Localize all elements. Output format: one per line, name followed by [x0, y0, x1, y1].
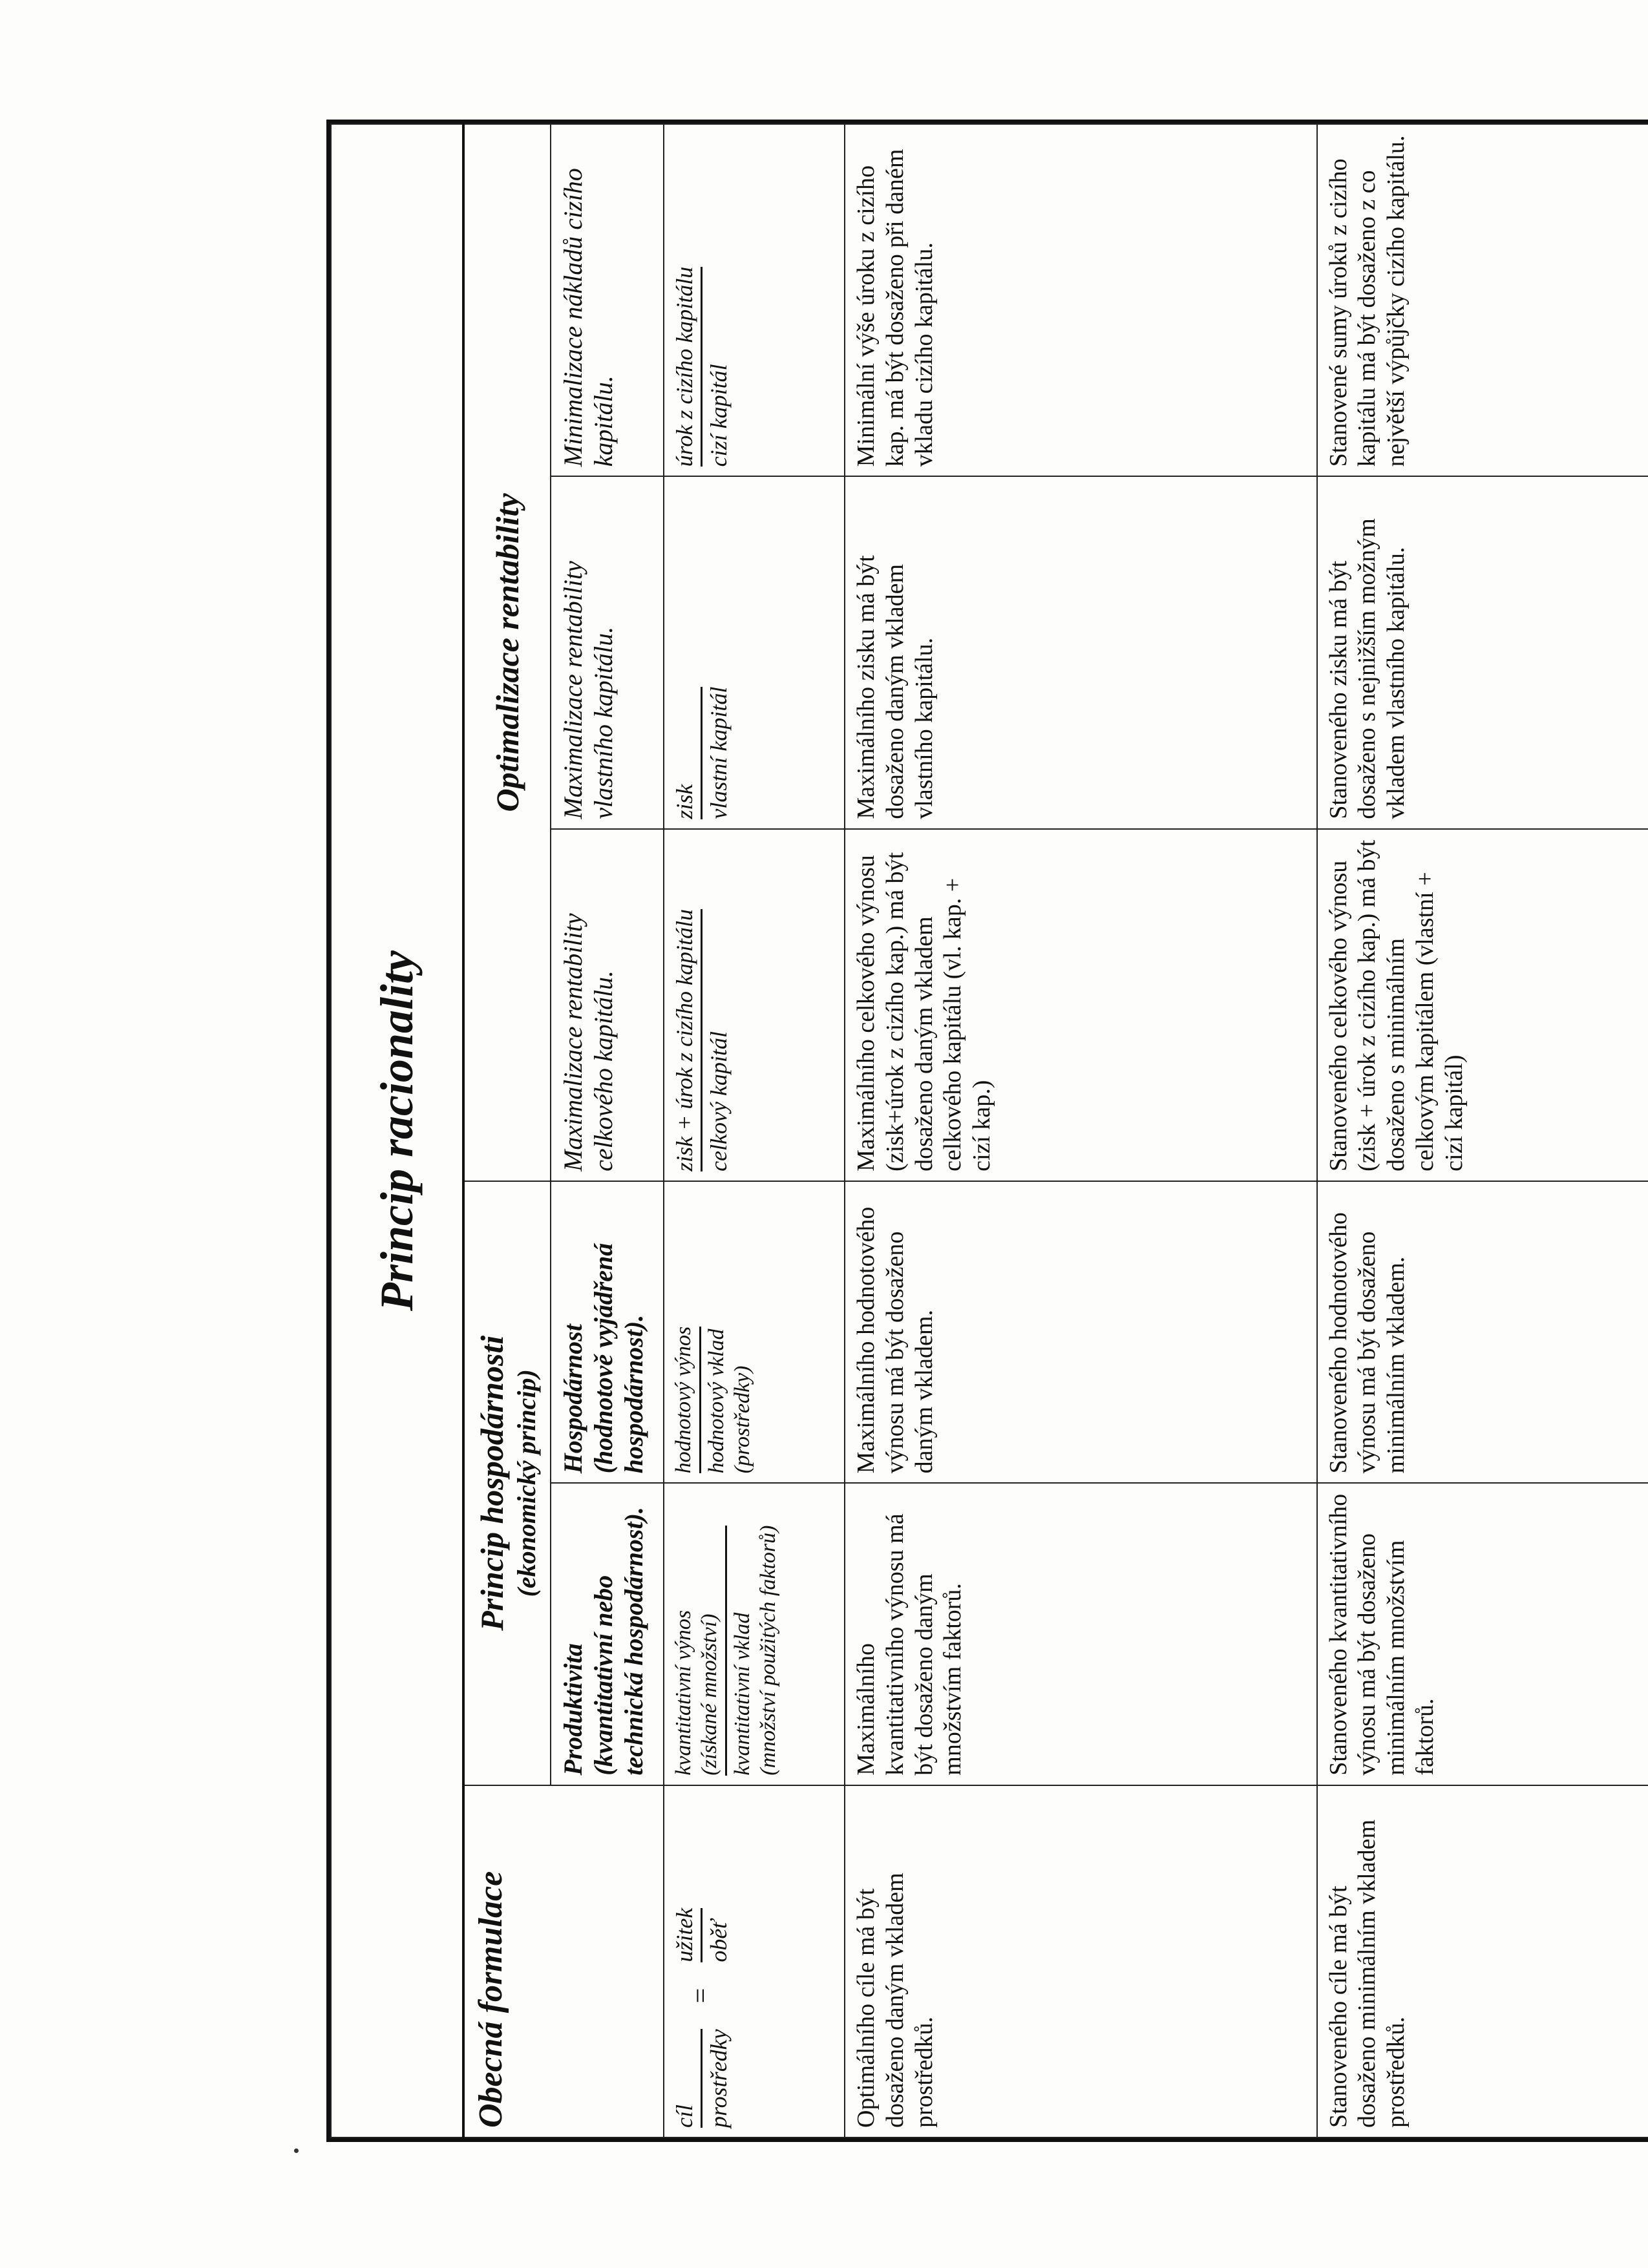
- fraction-cizi: [671, 267, 733, 467]
- fraction-hospodarnost: [671, 1327, 755, 1474]
- fraction-celkovy: [671, 909, 733, 1171]
- numerator-text: kvantitativní výnos: [671, 1610, 695, 1776]
- fraction-numerator: hodnotový výnos: [671, 1327, 701, 1474]
- fraction-denominator: vlastní kapitál: [706, 686, 732, 819]
- rotated-page-area: [326, 120, 1648, 2142]
- fraction-denominator: prostředky: [706, 2029, 732, 2128]
- subheader-cizi-kapital: Minimalizace nákladů cizího kapitálu.: [551, 124, 664, 476]
- header-optimalizace-rentability: Optimalizace rentability: [463, 124, 551, 1181]
- scan-speck: [294, 2148, 299, 2153]
- formula-hospodarnost: [664, 1181, 845, 1483]
- subheader-hospodarnost-desc: (hodnotově vyjádřená hospodárnost).: [589, 1243, 649, 1474]
- subheader-produktivita: [551, 1483, 664, 1785]
- fraction-denominator: [727, 1526, 781, 1776]
- table-title: Princip racionality: [331, 124, 463, 2137]
- cell-max-produktivita: Maximálního kvantitativního výnosu má být dosaženo daným množstvím faktorů.: [845, 1483, 1317, 1785]
- fraction-denominator: [701, 1327, 755, 1474]
- numerator-note: (získané množství): [697, 1613, 722, 1776]
- fraction-numerator: úrok z cizího kapitálu: [671, 267, 703, 467]
- group-subtitle: (ekonomický princip): [511, 1369, 541, 1597]
- header-obecna-formulace: Obecná formulace: [463, 1785, 664, 2137]
- fraction-numerator: zisk: [671, 687, 703, 819]
- fraction-denominator: celkový kapitál: [706, 1031, 732, 1171]
- subheader-hospodarnost-name: Hospodárnost: [558, 1324, 587, 1474]
- fraction-numerator: užitek: [671, 1908, 703, 1962]
- formula-obecna: [664, 1785, 845, 2137]
- formula-cizi-kapital: [664, 124, 845, 476]
- denominator-text: kvantitativní vklad: [730, 1612, 755, 1776]
- cell-max-celkovy: Maximálního celkového výnosu (zisk+úrok z cizího kap.) má být dosaženo daným vkladem celkového kapitálu (vl. kap. + cizí kap.): [845, 829, 1317, 1181]
- rationality-table: [330, 123, 1648, 2138]
- cell-min-produktivita: Stanoveného kvantitativního výnosu má být dosaženo minimálním množstvím faktorů.: [1317, 1483, 1648, 1785]
- fraction-produktivita: [671, 1526, 781, 1776]
- subheader-vlastni-kapital: Maximalizace rentability vlastního kapitálu.: [551, 476, 664, 828]
- fraction-numerator: [671, 1526, 727, 1776]
- formula-celkovy-kapital: [664, 829, 845, 1181]
- denominator-text: hodnotový vklad: [704, 1328, 729, 1474]
- denominator-note: (prostředky): [730, 1365, 755, 1474]
- equals-sign: =: [686, 1988, 717, 2004]
- fraction-denominator: oběť: [706, 1920, 732, 1962]
- cell-max-hospodarnost: Maximálního hodnotového výnosu má být dosaženo daným vkladem.: [845, 1181, 1317, 1483]
- cell-min-hospodarnost: Stanoveného hodnotového výnosu má být dosaženo minimálním vkladem.: [1317, 1181, 1648, 1483]
- subheader-produktivita-desc: (kvantitativní nebo technická hospodárnost).: [589, 1507, 649, 1776]
- fraction-denominator: cizí kapitál: [706, 364, 732, 467]
- table-row-maximum: [845, 124, 1317, 2137]
- fraction-cil-prostredky: [671, 2029, 733, 2128]
- formula-vlastni-kapital: [664, 476, 845, 828]
- fraction-numerator: zisk + úrok z cizího kapitálu: [671, 909, 703, 1171]
- rationality-table-frame: [326, 120, 1648, 2142]
- cell-min-obecna: Stanoveného cíle má být dosaženo minimálním vkladem prostředků.: [1317, 1785, 1648, 2137]
- fraction-vlastni: [671, 687, 733, 819]
- cell-max-vlastni: Maximálního zisku má být dosaženo daným vkladem vlastního kapitálu.: [845, 476, 1317, 828]
- table-row-formulas: [664, 124, 845, 2137]
- cell-min-cizi: Stanovené sumy úroků z cizího kapitálu má být dosaženo z co největší výpůjčky cizího kapitálu.: [1317, 124, 1648, 476]
- denominator-note: (množství použitých faktorů): [756, 1525, 781, 1776]
- cell-min-vlastni: Stanoveného zisku má být dosaženo s nejnižším možným vkladem vlastního kapitálu.: [1317, 476, 1648, 828]
- subheader-celkovy-kapital: Maximalizace rentability celkového kapitálu.: [551, 829, 664, 1181]
- fraction-numerator: cíl: [671, 2029, 703, 2128]
- subheader-hospodarnost: [551, 1181, 664, 1483]
- group-title: Princip hospodárnosti: [473, 1335, 510, 1631]
- cell-max-cizi: Minimální výše úroku z cizího kap. má být dosaženo při daném vkladu cizího kapitálu.: [845, 124, 1317, 476]
- formula-produktivita: [664, 1483, 845, 1785]
- fraction-uzitek-obet: [671, 1908, 733, 1962]
- table-row-minimum: [1317, 124, 1648, 2137]
- header-princip-hospodarnosti: [463, 1181, 551, 1785]
- subheader-produktivita-name: Produktivita: [558, 1643, 587, 1776]
- cell-max-obecna: Optimálního cíle má být dosaženo daným vkladem prostředků.: [845, 1785, 1317, 2137]
- cell-min-celkovy: Stanoveného celkového výnosu (zisk + úrok z cizího kap.) má být dosaženo s minimálním celkovým kapitálem (vlastní + cizí kapitál): [1317, 829, 1648, 1181]
